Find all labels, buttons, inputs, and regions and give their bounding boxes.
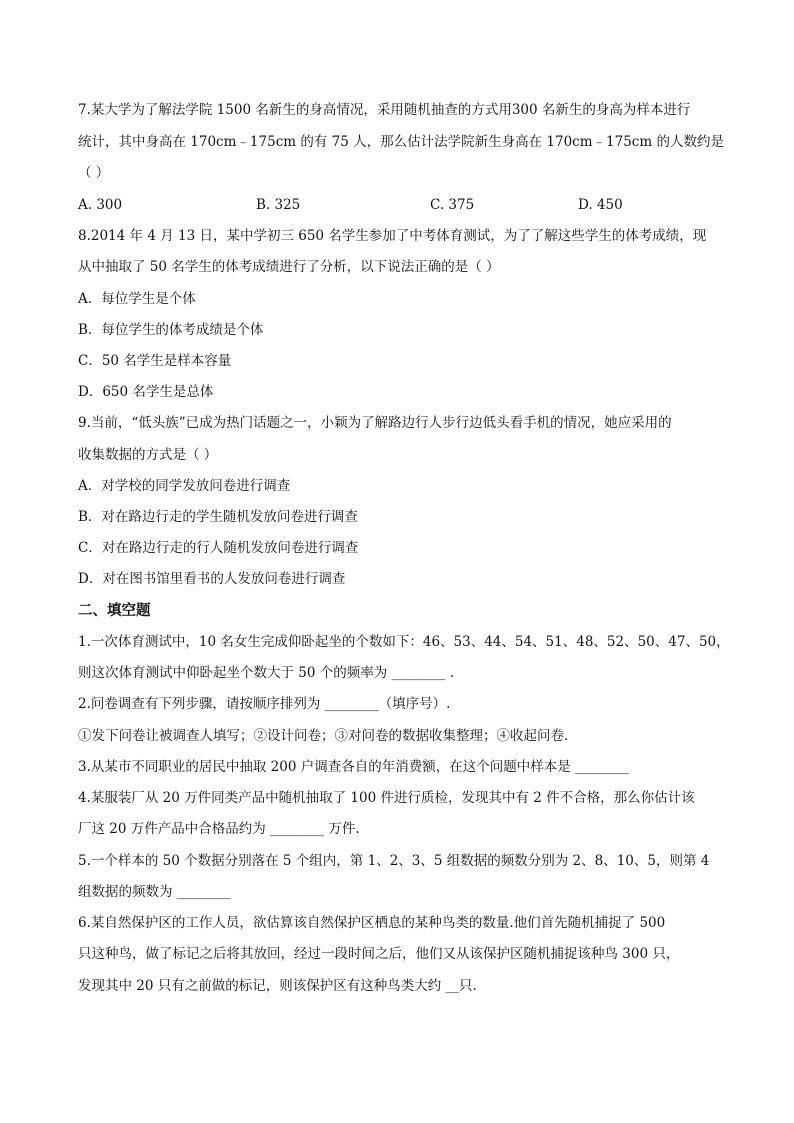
q9-option-c: C．对在路边行走的行人随机发放问卷进行调查 <box>78 540 359 556</box>
q9-line-1: 9.当前，“低头族”已成为热门话题之一，小颖为了解路边行人步行边低头看手机的情况，她应采用的 <box>78 415 672 431</box>
f6-line-1: 6.某自然保护区的工作人员，欲估算该自然保护区栖息的某种鸟类的数量.他们首先随机捕捉了 500 <box>78 915 666 931</box>
f4-line-2: 厂这 20 万件产品中合格品约为 ________ 万件. <box>78 821 360 837</box>
q7-line-3: （ ） <box>78 165 110 181</box>
q8-line-2: 从中抽取了 50 名学生的体考成绩进行了分析，以下说法正确的是（ ） <box>78 259 500 275</box>
f2-line-2: ①发下问卷让被调查人填写；②设计问卷；③对问卷的数据收集整理；④收起问卷. <box>78 728 569 744</box>
q7-option-d: D. 450 <box>578 197 623 213</box>
f6-line-3: 发现其中 20 只有之前做的标记，则该保护区有这种鸟类大约 __只. <box>78 978 477 994</box>
q7-line-1: 7.某大学为了解法学院 1500 名新生的身高情况，采用随机抽查的方式用300 名新生的身高为样本进行 <box>78 102 691 118</box>
q9-option-d: D．对在图书馆里看书的人发放问卷进行调查 <box>78 571 346 587</box>
q9-line-2: 收集数据的方式是（ ） <box>78 447 218 463</box>
section-heading-fill-in: 二、填空题 <box>78 603 151 619</box>
q7-option-a: A. 300 <box>78 197 123 213</box>
q8-option-a: A．每位学生是个体 <box>78 291 196 307</box>
q7-option-c: C. 375 <box>430 197 475 213</box>
f2-line-1: 2.问卷调查有下列步骤，请按顺序排列为 ________（填序号）. <box>78 696 451 712</box>
f3-line-1: 3.从某市不同职业的居民中抽取 200 户调查各自的年消费额，在这个问题中样本是 ________ <box>78 759 630 775</box>
f5-line-2: 组数据的频数为 ________ <box>78 884 231 900</box>
q7-line-2: 统计，其中身高在 170cm﹣175cm 的有 75 人，那么估计法学院新生身高在 170cm﹣175cm 的人数约是 <box>78 134 724 150</box>
q8-option-c: C．50 名学生是样本容量 <box>78 353 232 369</box>
q7-option-b: B. 325 <box>256 197 301 213</box>
f5-line-1: 5.一个样本的 50 个数据分别落在 5 个组内，第 1、2、3、5 组数据的频数分别为 2、8、10、5，则第 4 <box>78 853 710 869</box>
f4-line-1: 4.某服装厂从 20 万件同类产品中随机抽取了 100 件进行质检，发现其中有 2 件不合格，那么你估计该 <box>78 790 695 806</box>
f6-line-2: 只这种鸟，做了标记之后将其放回，经过一段时间之后，他们又从该保护区随机捕捉该种鸟 300 只， <box>78 946 680 962</box>
q9-option-a: A．对学校的同学发放问卷进行调查 <box>78 478 291 494</box>
f1-line-2: 则这次体育测试中仰卧起坐个数大于 50 个的频率为 ________ . <box>78 665 455 681</box>
q9-option-b: B．对在路边行走的学生随机发放问卷进行调查 <box>78 509 358 525</box>
q8-option-d: D．650 名学生是总体 <box>78 384 214 400</box>
f1-line-1: 1.一次体育测试中，10 名女生完成仰卧起坐的个数如下：46、53、44、54、51、48、52、50、47、50， <box>78 634 730 650</box>
q8-line-1: 8.2014 年 4 月 13 日，某中学初三 650 名学生参加了中考体育测试，为了了解这些学生的体考成绩，现 <box>78 228 707 244</box>
q8-option-b: B．每位学生的体考成绩是个体 <box>78 322 264 338</box>
